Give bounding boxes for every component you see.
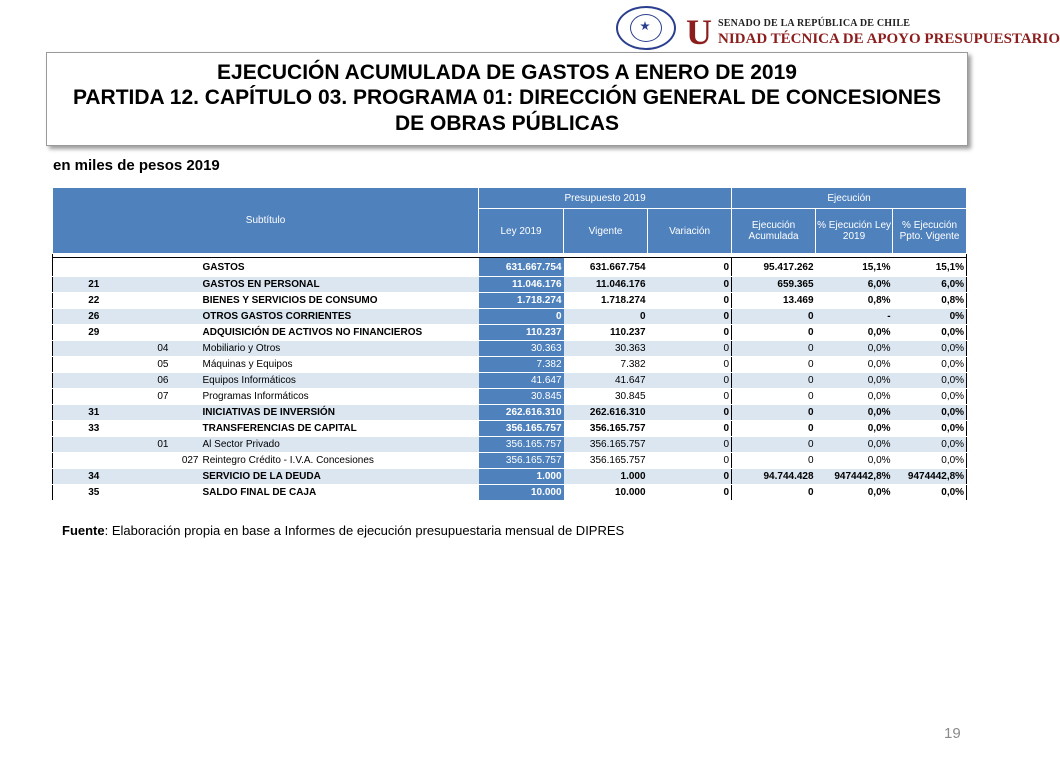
ejecucion-cell: 0 [732, 357, 816, 373]
sub-cell [53, 373, 135, 389]
item-cell [135, 453, 171, 469]
item-cell: 01 [135, 437, 171, 453]
item-cell [135, 258, 171, 277]
pct-ley-cell: 15,1% [816, 258, 893, 277]
pct-vigente-cell: 15,1% [893, 258, 967, 277]
budget-table-body [53, 254, 967, 501]
item-cell [135, 469, 171, 485]
pct-vigente-cell: 0,0% [893, 421, 967, 437]
asig-cell [171, 293, 201, 309]
table-row [53, 277, 967, 293]
pct-ley-cell: 0,0% [816, 389, 893, 405]
variacion-cell: 0 [648, 293, 732, 309]
ejecucion-cell: 0 [732, 373, 816, 389]
pct-vigente-cell: 9474442,8% [893, 469, 967, 485]
units-label: en miles de pesos 2019 [53, 157, 220, 174]
sub-cell: 35 [53, 485, 135, 501]
budget-table [52, 187, 967, 501]
source-note [62, 523, 624, 538]
item-cell [135, 485, 171, 501]
sub-cell [53, 258, 135, 277]
pct-ley-cell: 0,0% [816, 453, 893, 469]
name-cell: OTROS GASTOS CORRIENTES [201, 309, 479, 325]
pct-ley-cell: 0,0% [816, 485, 893, 501]
sub-cell [53, 453, 135, 469]
sub-cell: 29 [53, 325, 135, 341]
name-cell: Equipos Informáticos [201, 373, 479, 389]
asig-cell [171, 469, 201, 485]
table-row [53, 469, 967, 485]
ley-cell: 631.667.754 [479, 258, 564, 277]
ejecucion-cell: 0 [732, 325, 816, 341]
asig-cell [171, 485, 201, 501]
pct-ley-cell: 6,0% [816, 277, 893, 293]
ley-cell: 10.000 [479, 485, 564, 501]
asig-cell [171, 277, 201, 293]
table-row [53, 357, 967, 373]
ley-cell: 262.616.310 [479, 405, 564, 421]
pct-ley-cell: 0,0% [816, 405, 893, 421]
ejecucion-cell: 0 [732, 389, 816, 405]
pct-ley-cell: 9474442,8% [816, 469, 893, 485]
header-pct-vigente: % Ejecución Ppto. Vigente [893, 209, 967, 254]
variacion-cell: 0 [648, 277, 732, 293]
asig-cell [171, 405, 201, 421]
ejecucion-cell: 13.469 [732, 293, 816, 309]
pct-vigente-cell: 0,0% [893, 325, 967, 341]
vigente-cell: 262.616.310 [564, 405, 648, 421]
sub-cell [53, 437, 135, 453]
name-cell: Máquinas y Equipos [201, 357, 479, 373]
pct-ley-cell: 0,0% [816, 357, 893, 373]
pct-ley-cell: 0,0% [816, 437, 893, 453]
ley-cell: 11.046.176 [479, 277, 564, 293]
vigente-cell: 110.237 [564, 325, 648, 341]
ejecucion-cell: 0 [732, 341, 816, 357]
vigente-cell: 11.046.176 [564, 277, 648, 293]
item-cell [135, 325, 171, 341]
pct-vigente-cell: 0,0% [893, 373, 967, 389]
variacion-cell: 0 [648, 437, 732, 453]
pct-vigente-cell: 0,0% [893, 405, 967, 421]
variacion-cell: 0 [648, 357, 732, 373]
vigente-cell: 30.363 [564, 341, 648, 357]
pct-ley-cell: 0,0% [816, 421, 893, 437]
vigente-cell: 10.000 [564, 485, 648, 501]
unit-logo [686, 12, 1060, 52]
item-cell [135, 405, 171, 421]
page-number: 19 [944, 725, 961, 742]
variacion-cell: 0 [648, 341, 732, 357]
pct-ley-cell: 0,0% [816, 341, 893, 357]
table-row [53, 485, 967, 501]
item-cell [135, 277, 171, 293]
ejecucion-cell: 0 [732, 453, 816, 469]
pct-vigente-cell: 0,0% [893, 437, 967, 453]
pct-vigente-cell: 0,0% [893, 485, 967, 501]
asig-cell [171, 309, 201, 325]
item-cell: 05 [135, 357, 171, 373]
page-subtitle: PARTIDA 12. CAPÍTULO 03. PROGRAMA 01: DIRECCIÓN GENERAL DE CONCESIONES DE OBRAS PÚBLICAS [72, 86, 942, 135]
pct-vigente-cell: 0% [893, 309, 967, 325]
table-row [53, 421, 967, 437]
name-cell: Reintegro Crédito - I.V.A. Concesiones [201, 453, 479, 469]
name-cell: Programas Informáticos [201, 389, 479, 405]
table-row [53, 405, 967, 421]
ley-cell: 1.000 [479, 469, 564, 485]
ley-cell: 356.165.757 [479, 453, 564, 469]
table-row [53, 373, 967, 389]
variacion-cell: 0 [648, 325, 732, 341]
star-icon [630, 14, 662, 42]
name-cell: TRANSFERENCIAS DE CAPITAL [201, 421, 479, 437]
header-ejec-acum: Ejecución Acumulada [732, 209, 816, 254]
ejecucion-cell: 0 [732, 405, 816, 421]
variacion-cell: 0 [648, 373, 732, 389]
item-cell: 06 [135, 373, 171, 389]
name-cell: SALDO FINAL DE CAJA [201, 485, 479, 501]
sub-cell: 31 [53, 405, 135, 421]
sub-cell: 22 [53, 293, 135, 309]
page-title: EJECUCIÓN ACUMULADA DE GASTOS A ENERO DE 2019 [217, 61, 797, 84]
name-cell: SERVICIO DE LA DEUDA [201, 469, 479, 485]
header-ley: Ley 2019 [479, 209, 564, 254]
asig-cell [171, 389, 201, 405]
sub-cell: 21 [53, 277, 135, 293]
item-cell [135, 309, 171, 325]
vigente-cell: 41.647 [564, 373, 648, 389]
asig-cell [171, 373, 201, 389]
name-cell: GASTOS [201, 258, 479, 277]
source-text: : Elaboración propia en base a Informes de ejecución presupuestaria mensual de DIPRES [104, 523, 625, 538]
item-cell [135, 421, 171, 437]
asig-cell [171, 357, 201, 373]
variacion-cell: 0 [648, 453, 732, 469]
ley-cell: 356.165.757 [479, 437, 564, 453]
source-label: Fuente [62, 523, 105, 538]
name-cell: ADQUISICIÓN DE ACTIVOS NO FINANCIEROS [201, 325, 479, 341]
pct-vigente-cell: 0,0% [893, 389, 967, 405]
vigente-cell: 1.718.274 [564, 293, 648, 309]
ley-cell: 110.237 [479, 325, 564, 341]
header-presupuesto: Presupuesto 2019 [479, 188, 732, 209]
table-row [53, 341, 967, 357]
pct-ley-cell: 0,0% [816, 325, 893, 341]
ley-cell: 30.845 [479, 389, 564, 405]
asig-cell [171, 421, 201, 437]
name-cell: GASTOS EN PERSONAL [201, 277, 479, 293]
vigente-cell: 631.667.754 [564, 258, 648, 277]
item-cell: 04 [135, 341, 171, 357]
vigente-cell: 7.382 [564, 357, 648, 373]
sub-cell [53, 357, 135, 373]
sub-cell: 26 [53, 309, 135, 325]
ejecucion-cell: 0 [732, 485, 816, 501]
asig-cell [171, 325, 201, 341]
ley-cell: 356.165.757 [479, 421, 564, 437]
sub-cell: 34 [53, 469, 135, 485]
name-cell: Al Sector Privado [201, 437, 479, 453]
table-row [53, 293, 967, 309]
ley-cell: 41.647 [479, 373, 564, 389]
item-cell [135, 293, 171, 309]
header-subtitulo: Subtítulo [53, 188, 479, 254]
vigente-cell: 1.000 [564, 469, 648, 485]
asig-cell [171, 341, 201, 357]
vigente-cell: 0 [564, 309, 648, 325]
table-row [53, 258, 967, 277]
variacion-cell: 0 [648, 309, 732, 325]
header-variacion: Variación [648, 209, 732, 254]
vigente-cell: 356.165.757 [564, 453, 648, 469]
variacion-cell: 0 [648, 421, 732, 437]
pct-vigente-cell: 6,0% [893, 277, 967, 293]
variacion-cell: 0 [648, 469, 732, 485]
ejecucion-cell: 0 [732, 437, 816, 453]
table-row [53, 437, 967, 453]
asig-cell [171, 258, 201, 277]
vigente-cell: 30.845 [564, 389, 648, 405]
ley-cell: 0 [479, 309, 564, 325]
table-row [53, 325, 967, 341]
header-vigente: Vigente [564, 209, 648, 254]
pct-vigente-cell: 0,0% [893, 357, 967, 373]
ejecucion-cell: 0 [732, 421, 816, 437]
header-ejecucion: Ejecución [732, 188, 967, 209]
pct-vigente-cell: 0,8% [893, 293, 967, 309]
sub-cell: 33 [53, 421, 135, 437]
variacion-cell: 0 [648, 405, 732, 421]
senate-seal-logo [616, 6, 676, 50]
asig-cell [171, 437, 201, 453]
title-box [46, 52, 968, 146]
ejecucion-cell: 0 [732, 309, 816, 325]
ley-cell: 30.363 [479, 341, 564, 357]
ejecucion-cell: 95.417.262 [732, 258, 816, 277]
vigente-cell: 356.165.757 [564, 437, 648, 453]
table-row [53, 309, 967, 325]
table-row [53, 453, 967, 469]
pct-ley-cell: - [816, 309, 893, 325]
table-row [53, 389, 967, 405]
ejecucion-cell: 94.744.428 [732, 469, 816, 485]
pct-vigente-cell: 0,0% [893, 341, 967, 357]
variacion-cell: 0 [648, 485, 732, 501]
vigente-cell: 356.165.757 [564, 421, 648, 437]
name-cell: BIENES Y SERVICIOS DE CONSUMO [201, 293, 479, 309]
pct-vigente-cell: 0,0% [893, 453, 967, 469]
header-pct-ley: % Ejecución Ley 2019 [816, 209, 893, 254]
item-cell: 07 [135, 389, 171, 405]
pct-ley-cell: 0,8% [816, 293, 893, 309]
variacion-cell: 0 [648, 258, 732, 277]
pct-ley-cell: 0,0% [816, 373, 893, 389]
logo-top-text: SENADO DE LA REPÚBLICA DE CHILE [718, 18, 911, 29]
sub-cell [53, 341, 135, 357]
ley-cell: 1.718.274 [479, 293, 564, 309]
name-cell: INICIATIVAS DE INVERSIÓN [201, 405, 479, 421]
asig-cell: 027 [171, 453, 201, 469]
ejecucion-cell: 659.365 [732, 277, 816, 293]
variacion-cell: 0 [648, 389, 732, 405]
logo-bottom-text: NIDAD TÉCNICA DE APOYO PRESUPUESTARIO [718, 31, 1060, 47]
ley-cell: 7.382 [479, 357, 564, 373]
sub-cell [53, 389, 135, 405]
logo-letter: U [686, 12, 712, 52]
name-cell: Mobiliario y Otros [201, 341, 479, 357]
